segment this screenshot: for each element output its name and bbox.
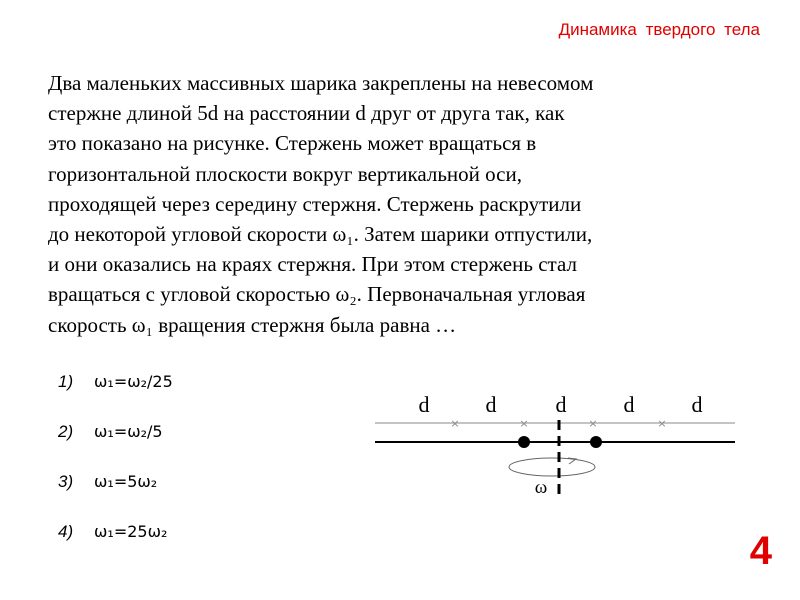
answer-option-4[interactable] [58,522,338,572]
option-formula: ω₁=ω₂/25 [94,372,173,391]
problem-line: проходящей через середину стержня. Стержень раскрутили [48,191,582,216]
tick-mark: × [657,417,667,430]
problem-line: горизонтальной плоскости вокруг вертикальной оси, [48,161,522,186]
option-number: 4) [58,522,74,541]
problem-line: вращаться с угловой скоростью ω₂. Первоначальная угловая [48,282,586,307]
problem-line: скорость ω₁ вращения стержня была равна … [48,312,457,337]
answer-option-3[interactable] [58,472,338,522]
option-formula: ω₁=ω₂/5 [94,422,163,441]
option-formula: ω₁=25ω₂ [94,522,168,541]
segment-label: d [623,392,635,417]
segment-label: d [418,392,430,417]
rotation-arrow [509,458,595,476]
problem-line: и они оказались на краях стержня. При этом стержень стал [48,252,577,277]
option-number: 2) [58,422,74,441]
problem-line: до некоторой угловой скорости ω₁. Затем шарики отпустили, [48,222,593,247]
option-formula: ω₁=5ω₂ [94,472,158,491]
ball-right [590,436,602,448]
omega-label: ω [534,477,548,498]
segment-label: d [485,392,497,417]
problem-line: это показано на рисунке. Стержень может вращаться в [48,131,537,156]
option-number: 3) [58,472,74,491]
page-number: 4 [749,529,772,573]
tick-mark: × [450,417,460,430]
problem-line: стержне длиной 5d на расстоянии d друг от друга так, как [48,101,565,126]
answer-options [58,372,338,572]
topic-header: Динамика твердого тела [558,20,760,39]
answer-option-1[interactable] [58,372,338,422]
problem-line: Два маленьких массивных шарика закреплены на невесомом [48,71,594,95]
answer-option-2[interactable] [58,422,338,472]
segment-label: d [555,392,567,417]
tick-mark: × [588,417,598,430]
option-number: 1) [58,372,74,391]
problem-text [48,68,748,340]
ball-left [518,436,530,448]
rod-diagram [370,380,750,500]
tick-mark: × [519,417,529,430]
segment-label: d [691,392,703,417]
